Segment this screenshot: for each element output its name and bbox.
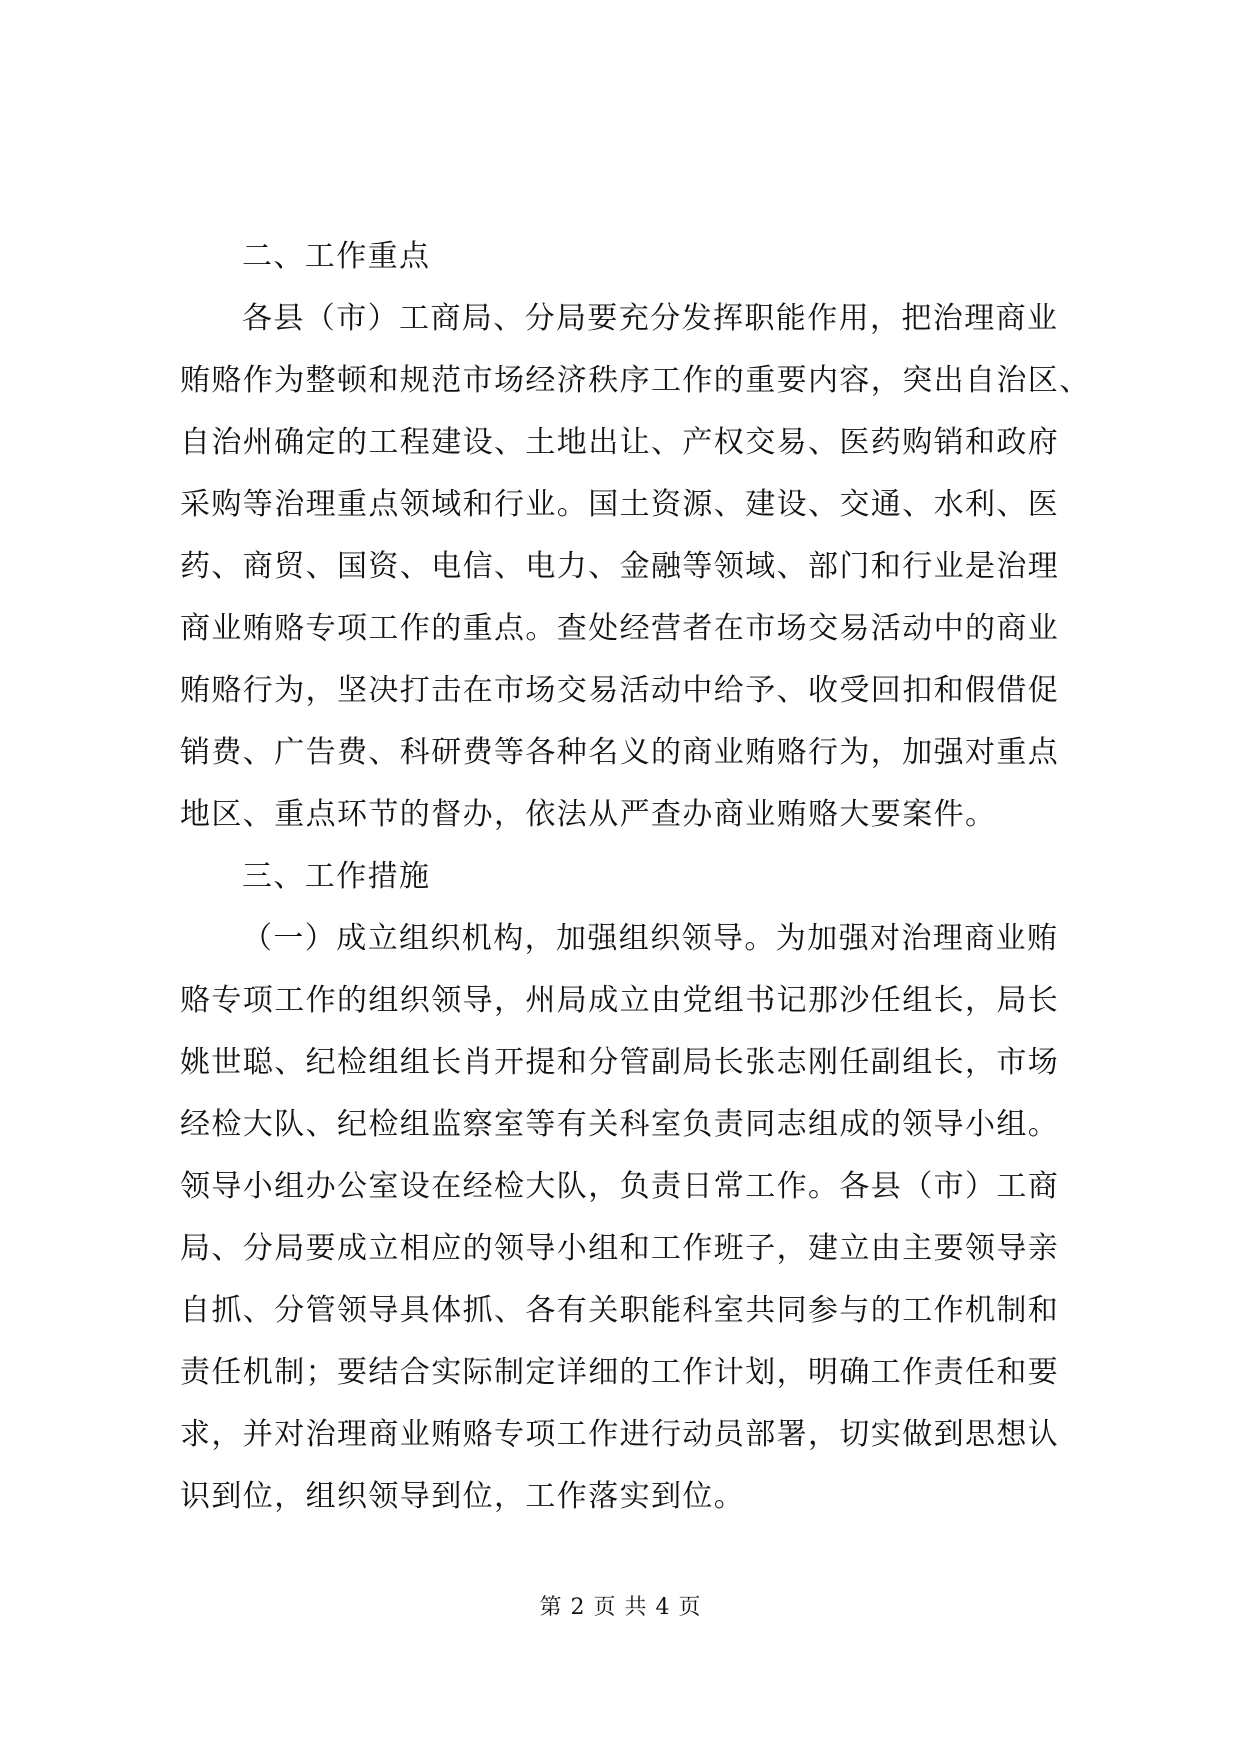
paragraph-line: 销费、广告费、科研费等各种名义的商业贿赂行为，加强对重点 xyxy=(180,735,1060,770)
paragraph-line: 识到位，组织领导到位，工作落实到位。 xyxy=(180,1479,746,1514)
page-number-footer: 第 2 页 共 4 页 xyxy=(539,1595,702,1620)
paragraph-line: 自抓、分管领导具体抓、各有关职能科室共同参与的工作机制和 xyxy=(180,1293,1060,1328)
paragraph-line: 经检大队、纪检组监察室等有关科室负责同志组成的领导小组。 xyxy=(180,1107,1060,1142)
paragraph-line: 赂专项工作的组织领导，州局成立由党组书记那沙任组长，局长 xyxy=(180,983,1060,1018)
paragraph-line: （一）成立组织机构，加强组织领导。为加强对治理商业贿 xyxy=(242,921,1059,956)
document-body xyxy=(180,226,1100,1528)
paragraph-line: 领导小组办公室设在经检大队，负责日常工作。各县（市）工商 xyxy=(180,1169,1060,1204)
section-heading: 二、工作重点 xyxy=(242,239,431,274)
paragraph-line: 局、分局要成立相应的领导小组和工作班子，建立由主要领导亲 xyxy=(180,1231,1060,1266)
paragraph-line: 姚世聪、纪检组组长肖开提和分管副局长张志刚任副组长，市场 xyxy=(180,1045,1060,1080)
paragraph-line: 贿赂行为，坚决打击在市场交易活动中给予、收受回扣和假借促 xyxy=(180,673,1060,708)
paragraph-line: 贿赂作为整顿和规范市场经济秩序工作的重要内容，突出自治区、 xyxy=(180,363,1091,398)
paragraph-line: 地区、重点环节的督办，依法从严查办商业贿赂大要案件。 xyxy=(180,797,997,832)
paragraph-line: 自治州确定的工程建设、土地出让、产权交易、医药购销和政府 xyxy=(180,425,1060,460)
paragraph-line: 采购等治理重点领域和行业。国土资源、建设、交通、水利、医 xyxy=(180,487,1060,522)
section-heading: 三、工作措施 xyxy=(242,859,431,894)
paragraph-line: 商业贿赂专项工作的重点。查处经营者在市场交易活动中的商业 xyxy=(180,611,1060,646)
paragraph-line: 药、商贸、国资、电信、电力、金融等领域、部门和行业是治理 xyxy=(180,549,1060,584)
paragraph-line: 责任机制；要结合实际制定详细的工作计划，明确工作责任和要 xyxy=(180,1355,1060,1390)
paragraph-line: 各县（市）工商局、分局要充分发挥职能作用，把治理商业 xyxy=(242,301,1059,336)
paragraph-line: 求，并对治理商业贿赂专项工作进行动员部署，切实做到思想认 xyxy=(180,1417,1060,1452)
